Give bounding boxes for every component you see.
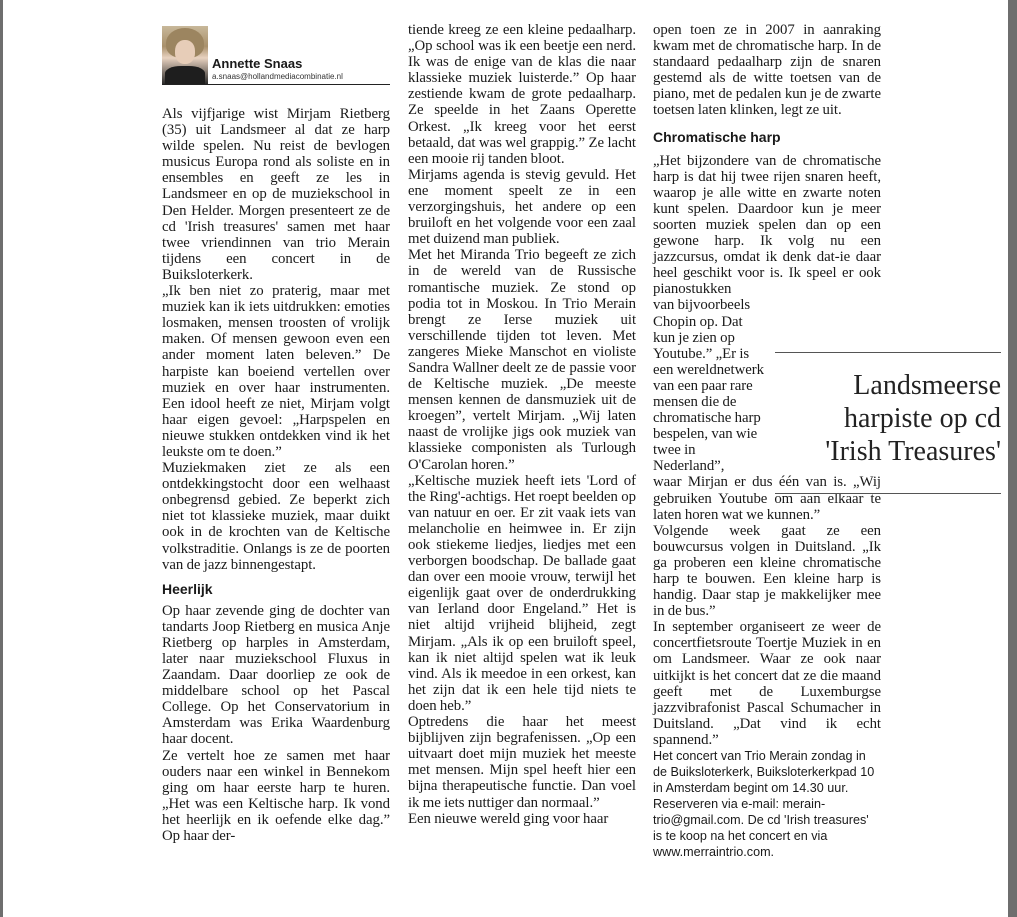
article-headline — [825, 369, 1001, 468]
paragraph: Een nieuwe wereld ging voor haar — [408, 810, 609, 827]
paragraph: Ze vertelt hoe ze samen met haar ouders naar een winkel in Bennekom ging om haar eerste harp te huren. „Het was een Keltische harp. Ik vond het heerlijk en ik oefende elke dag.” Op haar der- — [162, 747, 390, 845]
paragraph: Mirjams agenda is stevig gevuld. Het ene moment speelt ze in een verzorgingshuis, het andere op een bruiloft en het volgende voor een zaal met duizend man publiek. — [408, 166, 636, 248]
article-column-2 — [408, 22, 636, 827]
paragraph-beside-headline: van bijvoorbeels Chopin op. Dat kun je zien op Youtube.” „Er is een wereldnetwerk van een paar rare mensen die de chromatische harp bespelen, van wie twee in Nederland”, — [653, 297, 764, 475]
paragraph: Volgende week gaat ze een bouwcursus volgen in Duitsland. „Ik ga proberen een kleine chromatische harp te bouwen. Een kleine harp is handig. Daar stap je makkelijker mee in de bus.” — [653, 522, 881, 620]
author-email: a.snaas@hollandmediacombinatie.nl — [212, 72, 343, 81]
author-byline — [162, 26, 390, 85]
paragraph: In september organiseert ze weer de concertfietsroute Toertje Muziek in en om Landsmeer. Waar ze ook naar uitkijkt is het concert dat ze die maand geeft met de Luxemburgse jazzvibrafonist Pascal Schumacher in Duitsland. „Dat vind ik echt spannend.” — [653, 619, 881, 748]
paragraph: „Het bijzondere van de chromatische harp is dat hij twee rijen snaren heeft, waarop je alle witte en zwarte noten kunt spelen. Daardoor kun je meer soorten muziek spelen dan op een gewone harp. Ik volg nu een jazzcursus, omdat ik denk dat-ie daar heel geschikt voor is. Ik speel er ook pianostukken — [653, 152, 881, 298]
paragraph: Muziekmaken ziet ze als een ontdekkingstocht door een welhaast onbegrensd gebied. Ze beperkt zich niet tot klassieke muziek, maar duikt ook in de krochten van de Keltische volkstraditie. Onlangs is ze de poorten van de jazz binnengestapt. — [162, 460, 390, 573]
subheading-heerlijk: Heerlijk — [162, 580, 213, 597]
paragraph: „Keltische muziek heeft iets 'Lord of the Ring'-achtigs. Het roept beelden op van natuur en oer. Er zit vaak iets van melancholie en heimwee in. Er zijn ook stiekeme liedjes, liedjes met een verborgen boodschap. De ballade gaat dan over een mooie vrouw, terwijl het eigenlijk gaat over de onderdrukking van Ierland door Engeland.” Het is niet altijd vrijheid blijheid, zegt Mirjam. „Als ik op een bruiloft speel, kan ik niet altijd spelen wat ik leuk vind. Als ik meedoe in een orkest, kan het zijn dat ik een hele tijd niets te doen heb.” — [408, 472, 636, 714]
paragraph: waar Mirjan er dus één van is. „Wij gebruiken Youtube om aan elkaar te laten horen wat we kunnen.” — [653, 474, 881, 523]
subheading-chromatische-harp: Chromatische harp — [653, 128, 781, 145]
headline-line: harpiste op cd — [843, 403, 1001, 434]
page-frame-left — [0, 0, 3, 917]
author-name: Annette Snaas — [212, 56, 303, 71]
paragraph: Optredens die haar het meest bijblijven zijn begrafenissen. „Op een uitvaart doet mijn muziek het meeste met mensen. Mijn spel heeft hier een bijna therapeutische functie. Dan voel ik me iets nuttiger dan normaal.” — [408, 714, 636, 811]
headline-line: 'Irish Treasures' — [825, 436, 1001, 467]
paragraph: tiende kreeg ze een kleine pedaalharp. „Op school was ik een beetje een nerd. Ik was de enige van de klas die naar klassieke muziek luisterde.” Op haar zestiende kwam de grote pedaalharp. Ze speelde in het Zaans Operette Orkest. „Ik kreeg voor het eerst betaald, dat was wel grappig.” Ze lacht een mooie rij tanden bloot. — [408, 22, 636, 167]
headline-line: Landsmeerse — [853, 370, 1001, 401]
page-frame-right — [1008, 0, 1017, 917]
article-column-1 — [162, 106, 390, 844]
paragraph: Als vijfjarige wist Mirjam Rietberg (35) uit Landsmeer al dat ze harp wilde spelen. Nu reist de bevlogen musicus Europa rond als soliste en in ensembles en geeft ze les in Landsmeer en op de muziekschool in Den Helder. Morgen presenteert ze de cd 'Irish treasures' samen met haar twee vriendinnen van trio Merain tijdens een concert in de Buiksloterkerk. — [162, 106, 390, 283]
headline-box — [775, 352, 1001, 494]
paragraph: open toen ze in 2007 in aanraking kwam met de chromatische harp. In de standaard pedaalharp zijn de snaren gestemd als de witte toetsen van de piano, met de pedalen kun je de zwarte toetsen laten klinken, legt ze uit. — [653, 22, 881, 119]
paragraph: Met het Miranda Trio begeeft ze zich in de wereld van de Russische romantische muziek. Ze stond op podia tot in Moskou. In Trio Merain brengt ze Ierse muziek uit verschillende tijden tot leven. Met zangeres Mieke Manschot en violiste Sandra Wallner deelt ze de passie voor de Keltische muziek. „De meeste mensen kennen de dansmuziek uit de kroegen”, vertelt Mirjam. „Wij laten naast de vrolijke jigs ook muziek van klassieke componisten als Turlough O'Carolan horen.” — [408, 247, 636, 473]
paragraph: „Ik ben niet zo praterig, maar met muziek kan ik iets uitdrukken: emoties losmaken, mensen troosten of vrolijk maken. Of mensen gewoon even een ander moment laten beleven.” De harpiste kan boeiend vertellen over muziek en over haar instrumenten. Een idool heeft ze niet, Mirjam volgt haar eigen gevoel: „Harpspelen en nieuwe stukken ontdekken vind ik het leukste om te doen.” — [162, 283, 390, 460]
author-photo — [162, 26, 208, 84]
concert-info: Het concert van Trio Merain zondag in de Buiksloterkerk, Buiksloterkerkpad 10 in Amsterdam begint om 14.30 uur. Reserveren via e-mail: merain-trio@gmail.com. De cd 'Irish treasures' is te koop na het concert en via www.merraintrio.com. — [653, 749, 875, 860]
paragraph: Op haar zevende ging de dochter van tandarts Joop Rietberg en musica Anje Rietberg op harples in Amsterdam, later naar muziekschool Fluxus in Zaandam. Daar doorliep ze ook de middelbare school op het Pascal College. Op het Conservatorium in Amsterdam was Erika Waardenburg haar docent. — [162, 602, 390, 748]
